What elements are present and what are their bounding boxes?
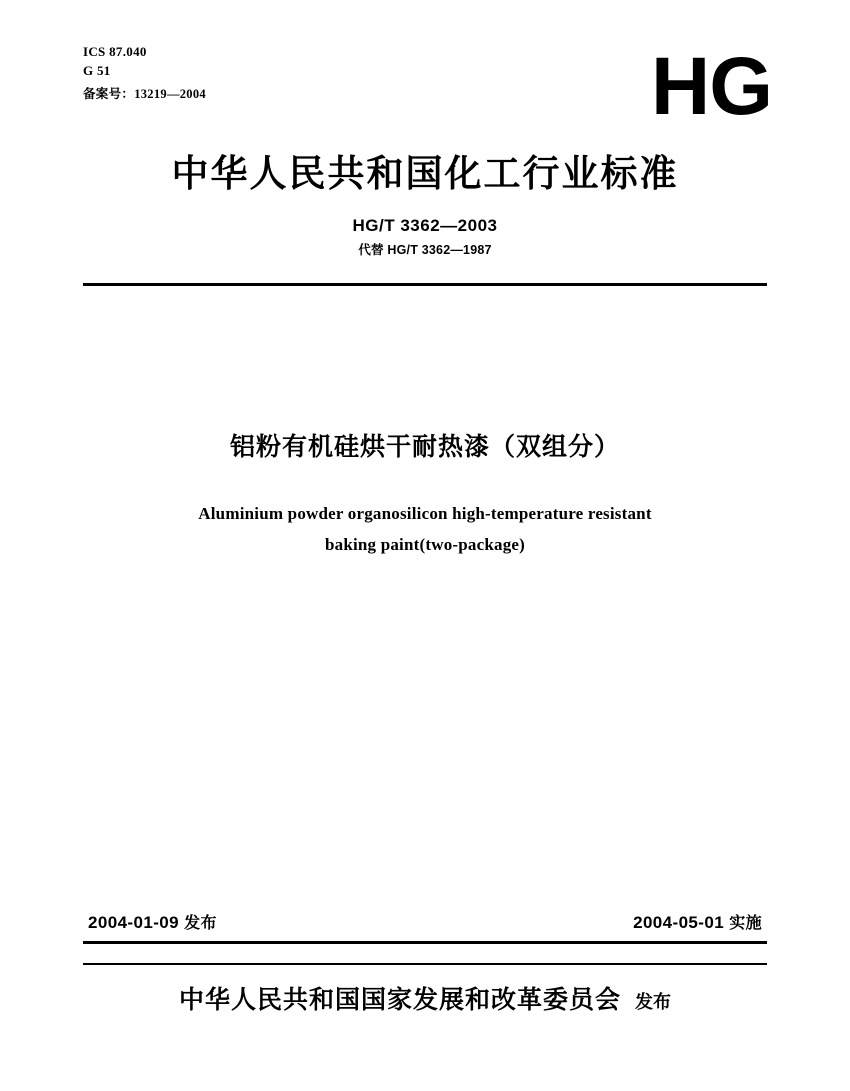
subject-title-cn: 铝粉有机硅烘干耐热漆（双组分） bbox=[229, 432, 620, 461]
identifier-block bbox=[83, 42, 206, 104]
publisher-verb: 发布 bbox=[635, 992, 671, 1013]
implementation-date bbox=[633, 910, 762, 933]
issue-date-value: 2004-01-09 bbox=[88, 913, 179, 932]
implementation-date-label: 实施 bbox=[729, 913, 762, 932]
ics-code: ICS 87.040 bbox=[83, 44, 147, 59]
divider-top bbox=[83, 283, 767, 286]
subject-title-en-line1: Aluminium powder organosilicon high-temperature resistant bbox=[198, 504, 652, 523]
divider-bottom-thin bbox=[83, 963, 767, 965]
page-title: 中华人民共和国化工行业标准 bbox=[171, 152, 679, 195]
publisher-line bbox=[0, 980, 850, 1016]
implementation-date-value: 2004-05-01 bbox=[633, 913, 725, 932]
standard-replaces: 代替 HG/T 3362—1987 bbox=[358, 243, 492, 257]
divider-bottom-thick bbox=[83, 941, 767, 944]
subject-title-en bbox=[0, 498, 850, 560]
classification-code: G 51 bbox=[83, 63, 111, 78]
hg-logo: HG bbox=[651, 41, 772, 132]
publisher-name: 中华人民共和国国家发展和改革委员会 bbox=[178, 985, 621, 1014]
filing-number: 备案号：13219—2004 bbox=[83, 87, 206, 101]
issue-date-label: 发布 bbox=[184, 913, 217, 932]
standard-number: HG/T 3362—2003 bbox=[352, 216, 498, 235]
subject-title-en-line2: baking paint(two-package) bbox=[324, 535, 526, 554]
issue-date bbox=[88, 910, 217, 933]
